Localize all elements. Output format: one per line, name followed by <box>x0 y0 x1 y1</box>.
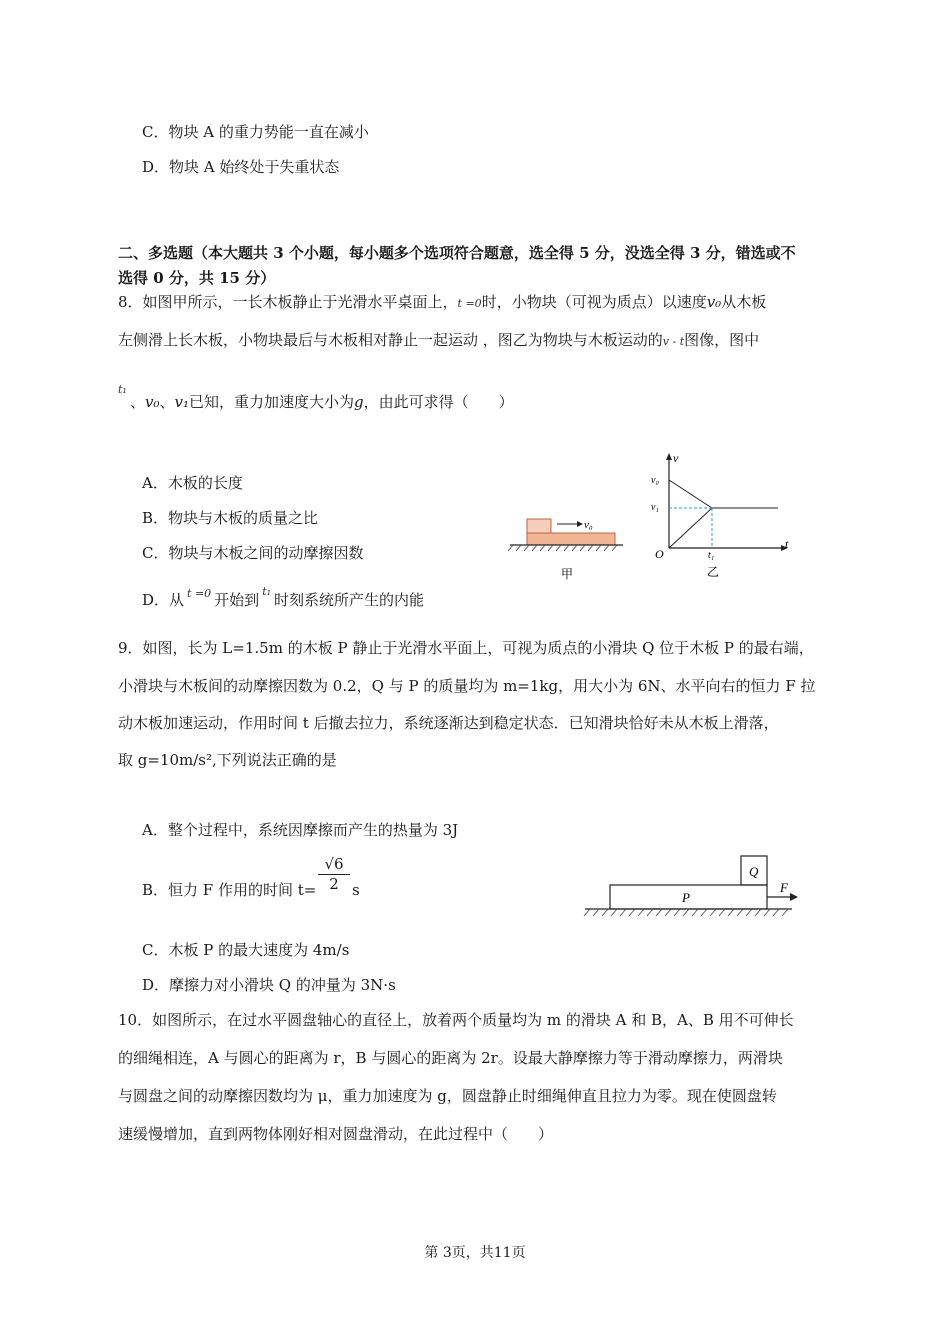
q9-option-a: A．整个过程中，系统因摩擦而产生的热量为 3J <box>142 821 459 839</box>
axis-v-label: v <box>673 451 679 465</box>
q9-option-c: C．木板 P 的最大速度为 4m/s <box>142 941 350 959</box>
label-f: F <box>780 880 788 895</box>
q8-option-b: B．物块与木板的质量之比 <box>142 509 319 527</box>
q8-t1-symbol: t₁ <box>118 383 127 396</box>
axis-t-label: t <box>785 537 789 551</box>
q9-fraction <box>318 855 350 893</box>
q10-line2: 的细绳相连，A 与圆心的距离为 r，B 与圆心的距离为 2r。设最大静摩擦力等于滑动摩擦力，两滑块 <box>118 1049 783 1067</box>
section-heading-line1: 二、多选题（本大题共 3 个小题，每小题多个选项符合题意，选全得 5 分，没选全得 3 分，错选或不 <box>118 244 796 262</box>
figure-q9-board <box>582 852 802 927</box>
q8-line3: 、v₀、v₁已知，重力加速度大小为g，由此可求得（ ） <box>130 393 514 411</box>
t1-label: t₁ <box>708 550 715 561</box>
q8-option-c: C．物块与木板之间的动摩擦因数 <box>142 544 364 562</box>
v0-label: v₀ <box>651 475 659 486</box>
section-heading-line2: 选得 0 分，共 15 分） <box>118 269 276 287</box>
q9-line2: 小滑块与木板间的动摩擦因数为 0.2，Q 与 P 的质量均为 m=1kg，用大小为 6N、水平向右的恒力 F 拉 <box>118 677 816 695</box>
label-q: Q <box>749 864 759 879</box>
v1-label: v₁ <box>651 502 659 513</box>
fraction-denominator: 2 <box>329 875 339 893</box>
q8-line1: 8．如图甲所示，一长木板静止于光滑水平桌面上，t =0时，小物块（可视为质点）以速度v₀从木板 <box>118 293 767 311</box>
yi-label: 乙 <box>707 565 720 578</box>
jia-arrow-label: v₀ <box>584 519 593 531</box>
fraction-numerator: √6 <box>318 855 350 875</box>
label-p: P <box>682 890 690 905</box>
origin-label: O <box>655 547 664 561</box>
q9-line4: 取 g=10m/s²,下列说法正确的是 <box>118 751 337 769</box>
jia-label: 甲 <box>561 567 574 580</box>
q10-line4: 速缓慢增加，直到两物体刚好相对圆盘滑动，在此过程中（ ） <box>118 1125 554 1143</box>
q7-option-d: D．物块 A 始终处于失重状态 <box>142 158 340 176</box>
q8-option-d: D．从 $^{t =0}$ 开始到 $^{t_1}$ 时刻系统所产生的内能 <box>142 585 425 609</box>
q9-option-b: B．恒力 F 作用的时间 t= <box>142 881 317 899</box>
q9-line1: 9．如图，长为 L=1.5m 的木板 P 静止于光滑水平面上，可视为质点的小滑块 Q 位于木板 P 的最右端， <box>118 639 814 657</box>
figure-jia <box>505 510 625 580</box>
figure-yi-vt-graph <box>645 450 805 578</box>
q8-line2: 左侧滑上长木板，小物块最后与木板相对静止一起运动 ，图乙为物块与木板运动的v - t图像，图中 <box>118 331 760 349</box>
page-footer: 第 3页，共11页 <box>424 1245 526 1261</box>
q10-line3: 与圆盘之间的动摩擦因数均为 μ，重力加速度为 g，圆盘静止时细绳伸直且拉力为零。现在使圆盘转 <box>118 1087 777 1105</box>
q10-line1: 10．如图所示，在过水平圆盘轴心的直径上，放着两个质量均为 m 的滑块 A 和 B，A、B 用不可伸长 <box>118 1011 794 1029</box>
q9-option-b-unit: s <box>352 881 360 899</box>
q8-option-a: A．木板的长度 <box>142 474 243 492</box>
q7-option-c: C．物块 A 的重力势能一直在减小 <box>142 123 369 141</box>
q9-line3: 动木板加速运动，作用时间 t 后撤去拉力，系统逐渐达到稳定状态．已知滑块恰好未从木板上滑落， <box>118 714 779 732</box>
q9-option-d: D．摩擦力对小滑块 Q 的冲量为 3N·s <box>142 976 396 994</box>
